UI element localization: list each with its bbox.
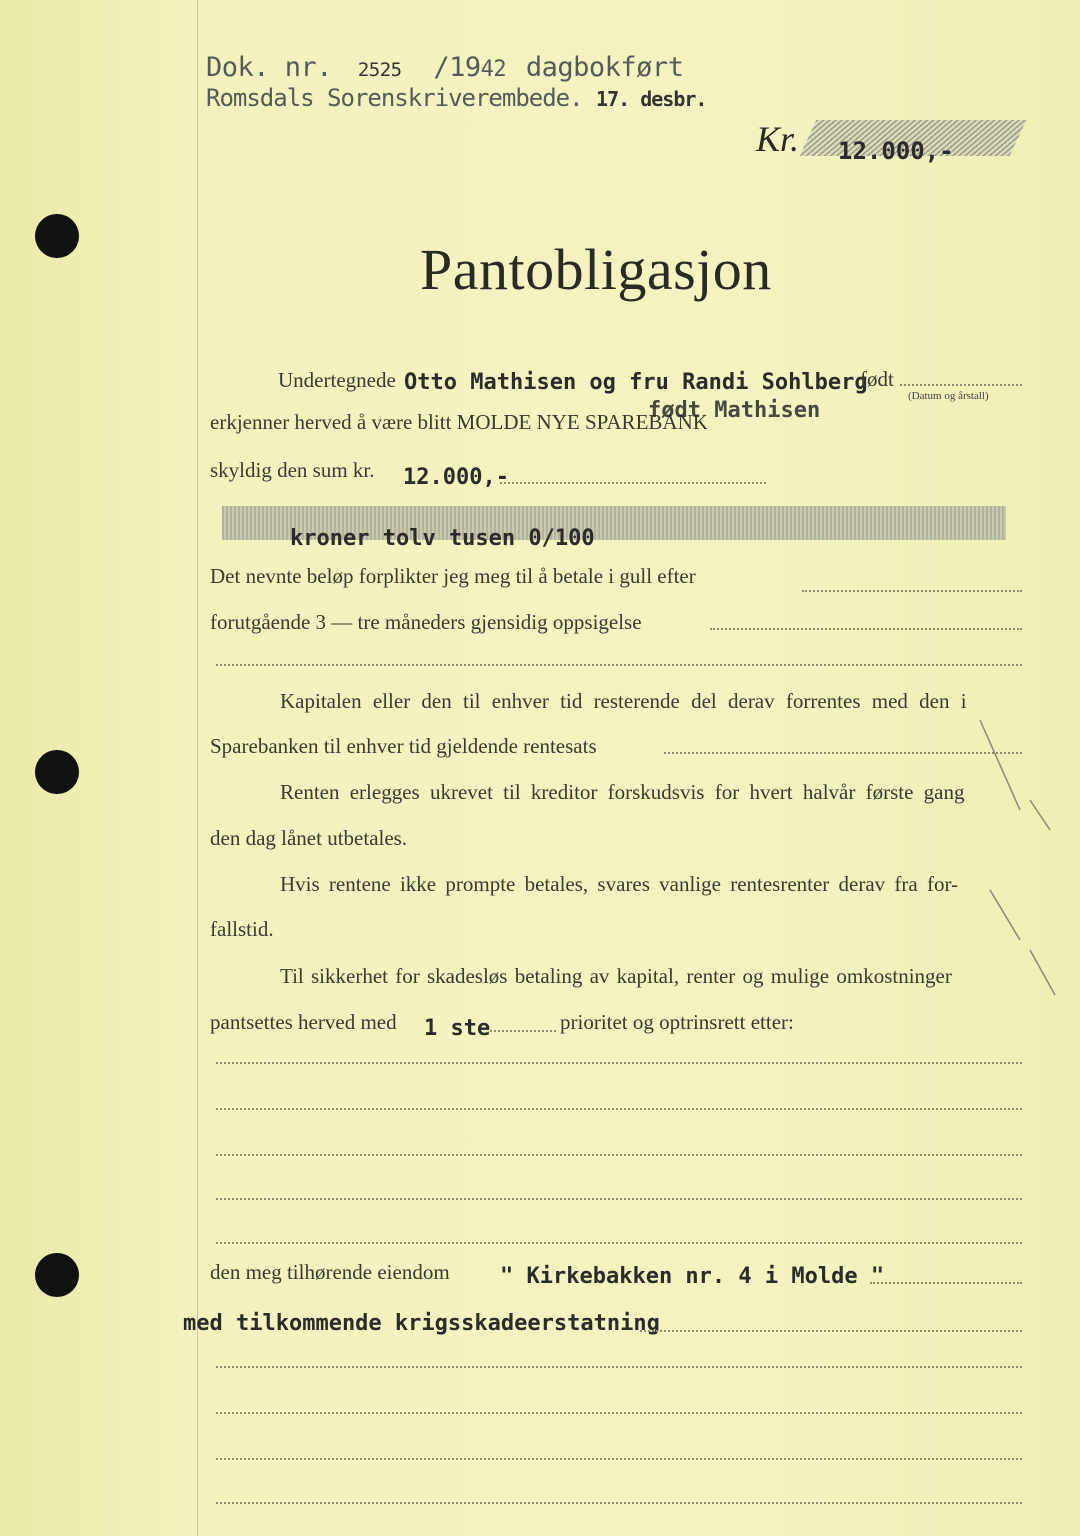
punch-hole-bottom xyxy=(35,1253,79,1297)
dotted-line xyxy=(216,1242,1022,1244)
dotted-line xyxy=(900,384,1022,386)
dotted-line xyxy=(216,1412,1022,1414)
renten-line-2: den dag lånet utbetales. xyxy=(210,826,408,850)
dok-prefix: Dok. nr. xyxy=(206,52,333,83)
dotted-line xyxy=(640,1330,1022,1332)
registered-text: dagbokført xyxy=(525,52,684,83)
hvis-line-1: Hvis rentene ikke prompte betales, svares vanlige rentesrenter derav fra for- xyxy=(280,872,959,896)
dotted-line xyxy=(216,1198,1022,1200)
skyldig-amount: 12.000,- xyxy=(403,465,509,490)
datum-note: (Datum og årstall) xyxy=(908,390,989,402)
stamp-date: 17. desbr. xyxy=(596,87,707,111)
punch-hole-top xyxy=(35,214,79,258)
prioritet-text: prioritet og optrinsrett etter: xyxy=(560,1010,794,1034)
fodt-mathisen: født Mathisen xyxy=(648,398,821,423)
fodt-label: født xyxy=(860,367,894,391)
eiendom-value: " Kirkebakken nr. 4 i Molde " xyxy=(500,1264,885,1289)
kapitalen-line-1: Kapitalen eller den til enhver tid resterende del derav forrentes med den i xyxy=(280,689,967,713)
dotted-line xyxy=(710,628,1022,630)
dotted-line xyxy=(802,590,1022,592)
amount-value: 12.000,- xyxy=(838,137,954,165)
eiendom-label: den meg tilhørende eiendom xyxy=(210,1260,450,1284)
dotted-line xyxy=(870,1282,1022,1284)
dotted-line xyxy=(216,1154,1022,1156)
debtor-names: Otto Mathisen og fru Randi Sohlberg xyxy=(404,370,868,395)
margin-line xyxy=(197,0,198,1536)
amount-kr-label: Kr. xyxy=(756,119,800,159)
punch-hole-middle xyxy=(35,750,79,794)
forutgaende-line: forutgående 3 — tre måneders gjensidig oppsigelse xyxy=(210,610,642,634)
pencil-marks xyxy=(960,700,1060,1020)
dotted-line xyxy=(216,664,1022,666)
office-name: Romsdals Sorenskriverembede. xyxy=(206,84,583,112)
skyldig-label: skyldig den sum kr. xyxy=(210,458,375,482)
registration-stamp-line-2 xyxy=(206,84,706,112)
dotted-line xyxy=(216,1108,1022,1110)
erkjenner-line: erkjenner herved å være blitt MOLDE NYE SPAREBANK xyxy=(210,410,708,434)
undertegnede-label: Undertegnede xyxy=(278,368,396,392)
registration-stamp-line-1 xyxy=(206,52,683,83)
pantsettes-label: pantsettes herved med xyxy=(210,1010,397,1034)
dok-number: 2525 xyxy=(357,59,402,81)
til-sikkerhet-line: Til sikkerhet for skadesløs betaling av kapital, renter og mulige omkostninger xyxy=(280,964,952,988)
priority-value: 1 ste xyxy=(424,1016,491,1041)
year-suffix: 42 xyxy=(480,57,507,82)
year-prefix: /19 xyxy=(433,52,481,83)
krigsskade-line: med tilkommende krigsskadeerstatning xyxy=(183,1311,660,1336)
kapitalen-line-2: Sparebanken til enhver tid gjeldende rentesats xyxy=(210,734,597,758)
forplikter-line: Det nevnte beløp forplikter jeg meg til å betale i gull efter xyxy=(210,564,696,588)
dotted-line xyxy=(490,1030,556,1032)
dotted-line xyxy=(216,1502,1022,1504)
document-title: Pantobligasjon xyxy=(420,237,772,302)
dotted-line xyxy=(216,1062,1022,1064)
dotted-line xyxy=(216,1458,1022,1460)
dotted-line xyxy=(216,1366,1022,1368)
dotted-line xyxy=(500,482,766,484)
hvis-line-2: fallstid. xyxy=(210,917,274,941)
renten-line-1: Renten erlegges ukrevet til kreditor forskudsvis for hvert halvår første gang xyxy=(280,780,965,804)
amount-in-words: kroner tolv tusen 0/100 xyxy=(290,526,595,551)
